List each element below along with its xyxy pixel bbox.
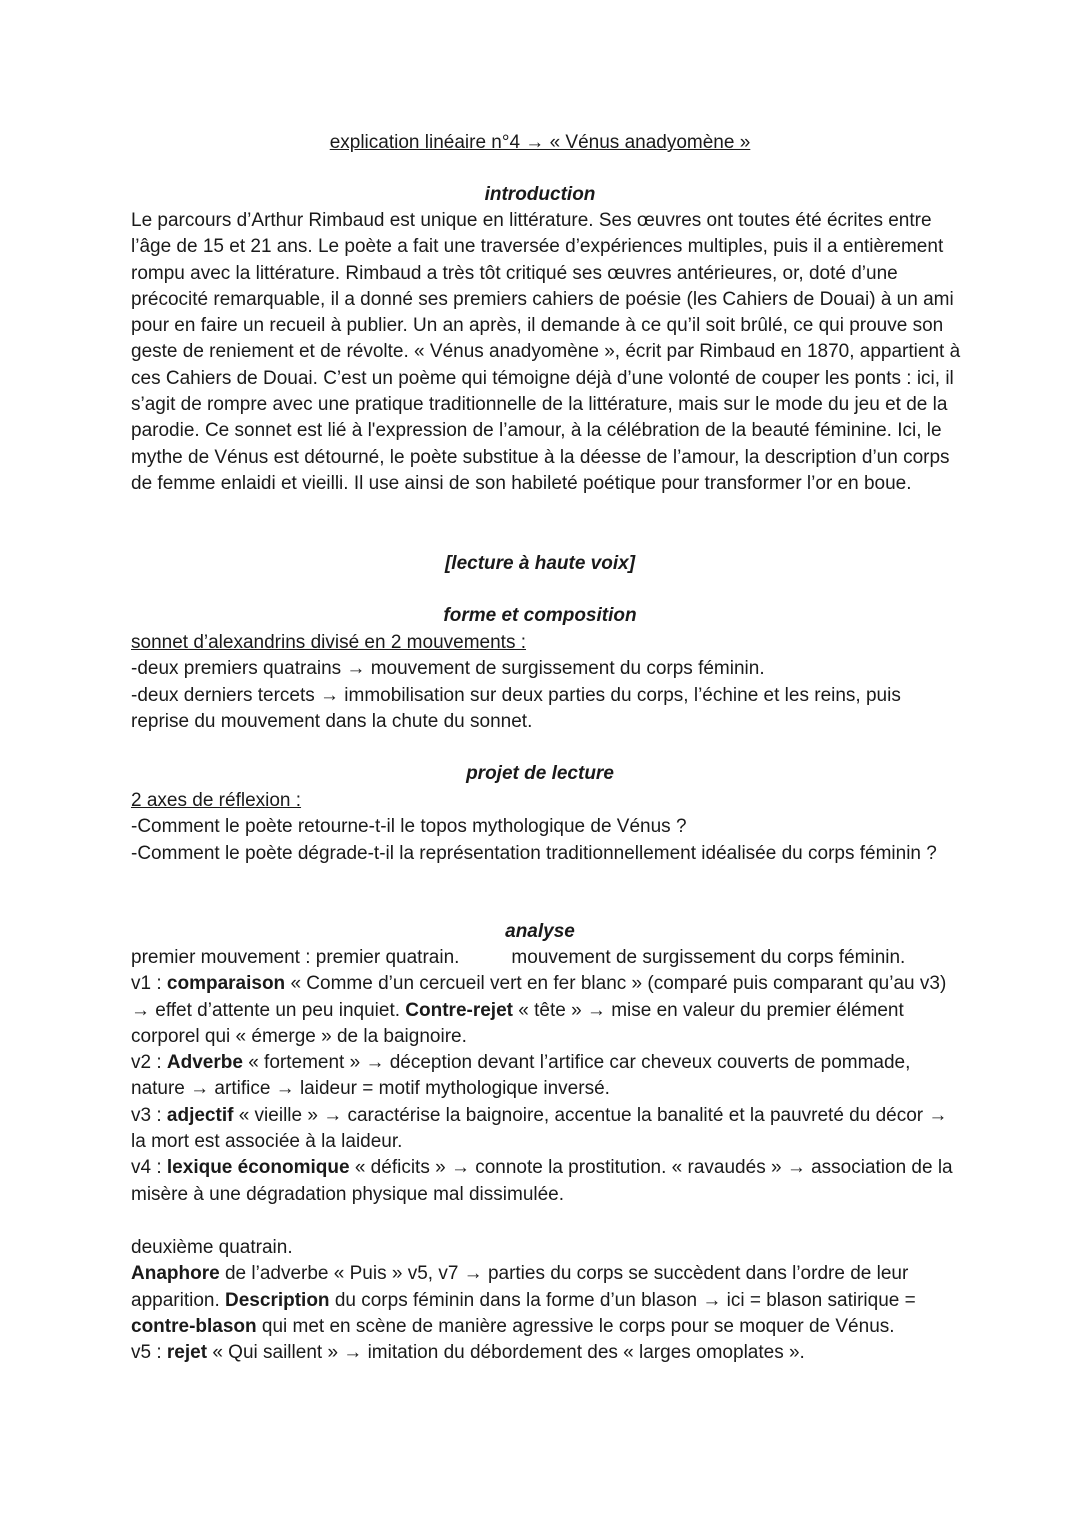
- v4-term: lexique économique: [166, 1157, 350, 1179]
- v1-paragraph: v1 : comparaison « Comme d’un cercueil vert en fer blanc » (comparé puis comparant qu’au v3) → effet d’attente un peu inquiet. Contre-rejet « tête » → mise en valeur du premier élément corporel qui « émerge » de la baignoire.: [131, 973, 947, 1047]
- v3-paragraph: v3 : adjectif « vieille » → caractérise la baignoire, accentue la banalité et la pauvreté du décor → la mort est associée à la laideur.: [131, 1104, 948, 1153]
- q2-term-1: Anaphore: [131, 1263, 220, 1285]
- lecture-heading: [lecture à haute voix]: [444, 553, 636, 574]
- forme-line-1: -deux premiers quatrains → mouvement de surgissement du corps féminin.: [131, 658, 765, 680]
- forme-section: [131, 630, 961, 735]
- forme-subtitle: sonnet d’alexandrins divisé en 2 mouvements :: [131, 632, 527, 653]
- forme-line-2: -deux derniers tercets → immobilisation sur deux parties du corps, l’échine et les reins, puis reprise du mouvement dans la chute du sonnet.: [131, 684, 901, 732]
- premier-mouvement-line: [131, 945, 961, 971]
- document-title: explication linéaire n°4 → « Vénus anadyomène »: [329, 132, 751, 153]
- mouvement-description: mouvement de surgissement du corps féminin.: [511, 947, 906, 968]
- projet-heading: projet de lecture: [466, 763, 614, 784]
- q2-term-2: Description: [225, 1289, 330, 1311]
- v5-term: rejet: [166, 1342, 208, 1364]
- v1-term-2: Contre-rejet: [405, 999, 513, 1021]
- q2-paragraph: Anaphore de l’adverbe « Puis » v5, v7 → parties du corps se succèdent dans l’ordre de leur apparition. Description du corps féminin dans la forme d’un blason → ici = blason satirique = contre-blason qui met en scène de manière agressive le corps pour se moquer de Vénus.: [131, 1263, 916, 1337]
- mouvement-label: premier mouvement : premier quatrain.: [131, 947, 460, 968]
- introduction-paragraph: Le parcours d’Arthur Rimbaud est unique en littérature. Ses œuvres ont toutes été écrites entre l’âge de 15 et 21 ans. Le poète a fait une traversée d’expériences multiples, puis il a entièrement rompu avec la littérature. Rimbaud a très tôt critiqué ses œuvres antérieures, or, doté d’une précocité remarquable, il a donné ses premiers cahiers de poésie (les Cahiers de Douai) à un ami pour en faire un recueil à publier. Un an après, il demande à ce qu’il soit brûlé, ce qui prouve son geste de reniement et de révolte. « Vénus anadyomène », écrit par Rimbaud en 1870, appartient à ces Cahiers de Douai. C’est un poème qui témoigne déjà d’une volonté de couper les ponts : ici, il s’agit de rompre avec une pratique traditionnelle de la littérature, mais sur le mode du jeu et de la parodie. Ce sonnet est lié à l'expression de l’amour, à la célébration de la beauté féminine. Ici, le mythe de Vénus est détourné, le poète substitue à la déesse de l’amour, la description d’un corps de femme enlaidi et vieilli. Il use ainsi de son habileté poétique pour transformer l’or en boue.: [131, 210, 961, 494]
- v2-paragraph: v2 : Adverbe « fortement » → déception devant l’artifice car cheveux couverts de pommade, nature → artifice → laideur = motif mythologique inversé.: [131, 1052, 911, 1100]
- deuxieme-quatrain-section: [131, 1235, 961, 1366]
- v2-term: Adverbe: [166, 1052, 243, 1074]
- projet-line-2: -Comment le poète dégrade-t-il la représentation traditionnellement idéalisée du corps féminin ?: [131, 842, 937, 864]
- v1-term-1: comparaison: [166, 973, 286, 995]
- analyse-heading: analyse: [505, 921, 575, 942]
- v4-paragraph: v4 : lexique économique « déficits » → connote la prostitution. « ravaudés » → association de la misère à une dégradation physique mal dissimulée.: [131, 1157, 953, 1205]
- projet-line-1: -Comment le poète retourne-t-il le topos mythologique de Vénus ?: [131, 816, 687, 838]
- forme-heading: forme et composition: [443, 605, 637, 626]
- deuxieme-quatrain-label: deuxième quatrain.: [131, 1237, 293, 1258]
- projet-subtitle: 2 axes de réflexion :: [131, 790, 302, 811]
- projet-section: [131, 788, 961, 867]
- q2-term-3: contre-blason: [131, 1315, 257, 1337]
- introduction-heading: introduction: [484, 184, 596, 205]
- analyse-section: [131, 945, 961, 1208]
- v5-paragraph: v5 : rejet « Qui saillent » → imitation du débordement des « larges omoplates ».: [131, 1342, 805, 1364]
- v3-term: adjectif: [166, 1104, 234, 1126]
